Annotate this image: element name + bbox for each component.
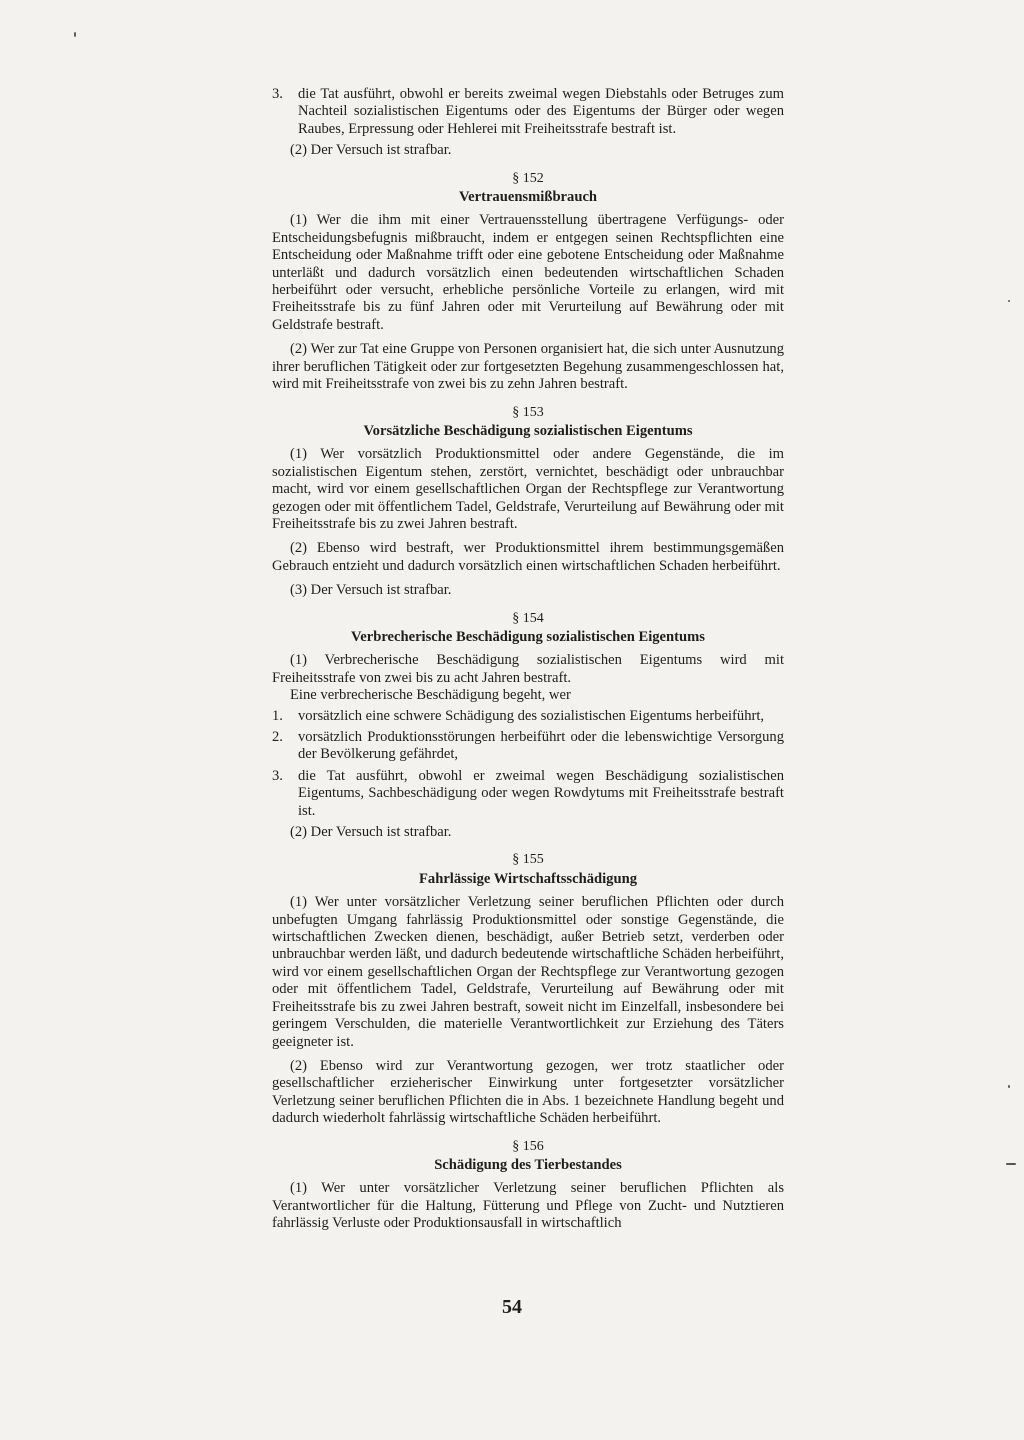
item-number: 3. [272,767,283,784]
paragraph: (1) Wer unter vorsätzlicher Verletzung seiner beruflichen Pflichten oder durch unbefugten Umgang fahrlässig Produktionsmittel oder sonstige Gegenstände, die wirtschaftlichen Zwecken dienen, beschädigt, außer Betrieb setzt, verderben oder unbrauchbar werden läßt, und dadurch bedeutende wirtschaftliche Schäden herbeiführt, wird vor einem gesellschaftlichen Organ der Rechtspflege zur Verantwortung gezogen oder mit öffentlichem Tadel, Geldstrafe, Verurteilung auf Bewährung oder mit Freiheitsstrafe bis zu zwei Jahren bestraft, soweit nicht im Einzelfall, insbesondere bei geringem Verschulden, die materielle Verantwortlichkeit zur Erziehung des Täters geeigneter ist. [272,894,784,1050]
paragraph: (2) Ebenso wird zur Verantwortung gezogen, wer trotz staatlicher oder gesellschaftlicher erzieherischer Einwirkung unter fortgesetzter vorsätzlicher Verletzung seiner beruflichen Pflichten die in Abs. 1 bezeichnete Handlung begeht und dadurch wiederholt fahrlässig wirtschaftliche Schäden herbeiführt. [272,1057,784,1127]
scan-speck [1006,1163,1016,1165]
list-item [272,729,784,764]
paragraph: (1) Wer vorsätzlich Produktionsmittel oder andere Gegenstände, die im sozialistischen Eigentum stehen, zerstört, vernichtet, beschädigt oder unbrauchbar macht, wird vor einem gesellschaftlichen Organ der Rechtspflege zur Verantwortung gezogen oder mit öffentlichem Tadel, Geldstrafe, Verurteilung auf Bewährung oder mit Freiheitsstrafe bis zu zwei Jahren bestraft. [272,446,784,532]
scan-speck [1008,300,1010,302]
list-item [272,768,784,820]
section-title: Vertrauensmißbrauch [458,189,598,206]
item-text: die Tat ausführt, obwohl er bereits zweimal wegen Diebstahls oder Betruges zum Nachteil sozialistischen Eigentums oder des Eigentums der Bürger oder wegen Raubes, Erpressung oder Hehlerei mit Freiheitsstrafe bestraft ist. [298,86,784,137]
paragraph: (3) Der Versuch ist strafbar. [290,582,452,599]
item-number: 1. [272,707,283,724]
list-item [272,708,784,725]
item-text: vorsätzlich eine schwere Schädigung des sozialistischen Eigentums herbeiführt, [298,707,765,724]
section-number: § 154 [512,610,544,626]
paragraph: (1) Wer die ihm mit einer Vertrauensstellung übertragene Verfügungs- oder Entscheidungsbefugnis mißbraucht, indem er entgegen seinen Rechtspflichten eine Entscheidung oder Maßnahme trifft oder eine gebotene Entscheidung oder Maßnahme unterläßt und dadurch vorsätzlich einen bedeutenden wirtschaftlichen Schaden herbeiführt oder versucht, erhebliche persönliche Vorteile zu erlangen, wird mit Freiheitsstrafe bis zu fünf Jahren oder mit Verurteilung auf Bewährung oder mit Geldstrafe bestraft. [272,212,784,333]
section-title: Vorsätzliche Beschädigung sozialistischen Eigentums [363,422,693,439]
item-text: die Tat ausführt, obwohl er zweimal wegen Beschädigung sozialistischen Eigentums, Sachbeschädigung oder wegen Rowdytums mit Freiheitsstrafe bestraft ist. [298,767,784,819]
section-number: § 153 [512,404,544,420]
section-number: § 155 [512,852,544,868]
paragraph: Eine verbrecherische Beschädigung begeht, wer [290,687,571,704]
paragraph: (1) Wer unter vorsätzlicher Verletzung seiner beruflichen Pflichten als Verantwortlicher für die Haltung, Fütterung und Pflege von Zucht- und Nutztieren fahrlässig Verluste oder Produktionsausfall in wirtschaftlich [272,1180,784,1232]
paragraph: (1) Verbrecherische Beschädigung sozialistischen Eigentums wird mit Freiheitsstrafe von zwei bis zu acht Jahren bestraft. [272,652,784,686]
scan-speck [74,32,76,37]
section-number: § 156 [512,1138,544,1154]
item-text: vorsätzlich Produktionsstörungen herbeiführt oder die lebenswichtige Versorgung der Bevölkerung gefährdet, [298,729,784,763]
paragraph: (2) Ebenso wird bestraft, wer Produktionsmittel ihrem bestimmungsgemäßen Gebrauch entzieht und dadurch vorsätzlich einen wirtschaftlichen Schaden herbeiführt. [272,540,784,574]
section-title: Verbrecherische Beschädigung sozialistischen Eigentums [351,628,705,645]
paragraph: (2) Der Versuch ist strafbar. [290,142,452,159]
section-title: Fahrlässige Wirtschaftsschädigung [419,870,637,887]
section-number: § 152 [512,170,544,186]
paragraph: (2) Der Versuch ist strafbar. [290,824,452,841]
paragraph: (2) Wer zur Tat eine Gruppe von Personen organisiert hat, die sich unter Ausnutzung ihrer beruflichen Tätigkeit oder zur fortgesetzten Begehung zusammengeschlossen hat, wird mit Freiheitsstrafe von zwei bis zu zehn Jahren bestraft. [272,341,784,393]
list-item [272,86,784,138]
document-page [272,86,784,1240]
item-number: 3. [272,86,283,102]
item-number: 2. [272,729,283,745]
section-title: Schädigung des Tierbestandes [434,1156,622,1173]
page-number: 54 [502,1296,522,1318]
scan-speck [1008,1085,1010,1088]
